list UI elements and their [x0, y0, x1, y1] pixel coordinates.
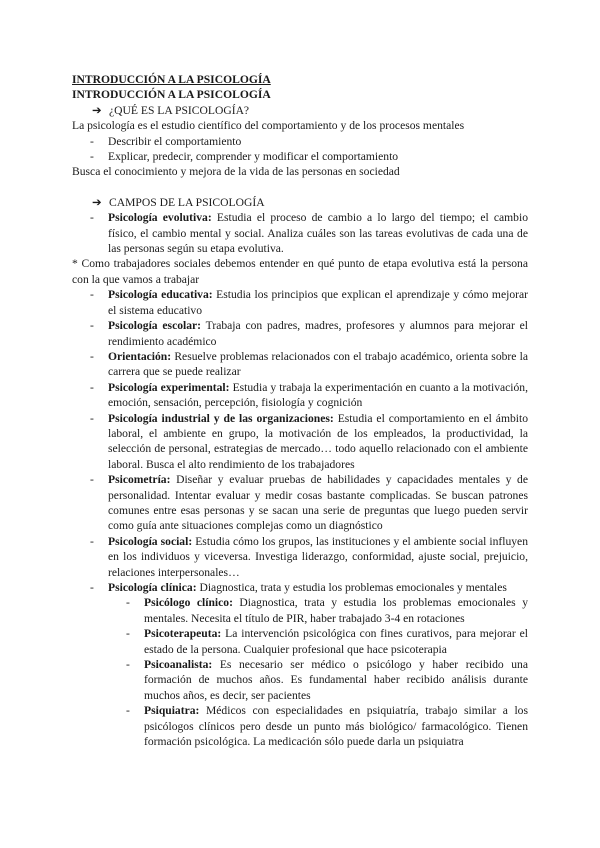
- field-term: Psicometría:: [108, 473, 171, 487]
- field-description: Estudia los principios que explican el aprendizaje y cómo mejorar el sistema educativo: [108, 288, 528, 317]
- list-item: [72, 349, 528, 380]
- field-term: Orientación:: [108, 349, 172, 363]
- clinical-sublist: [108, 595, 528, 749]
- field-description: Resuelve problemas relacionados con el trabajo académico, orienta sobre la carrera que se puede realizar: [108, 349, 528, 379]
- field-description: Estudia cómo los grupos, las instituciones y el ambiente social influyen en los individuos y viceversa. Investiga liderazgo, conformidad, ajuste social, prejuicio, relaciones interpersonales…: [108, 534, 528, 579]
- document-title: INTRODUCCIÓN A LA PSICOLOGÍA: [72, 88, 271, 102]
- field-term: Psicología escolar:: [108, 319, 202, 333]
- section-heading-que-es: [92, 103, 528, 118]
- list-item: [72, 318, 528, 349]
- sub-list-item: [108, 657, 528, 703]
- field-description: Diagnostica, trata y estudia los problemas emocionales y mentales. Necesita el título de PIR, haber trabajado 3-4 en rotaciones: [144, 596, 528, 625]
- document-title-underlined: INTRODUCCIÓN A LA PSICOLOGÍA: [72, 73, 271, 86]
- sub-list-item: [108, 595, 528, 626]
- section-heading-campos: [92, 195, 528, 210]
- field-term: Psicología industrial y de las organizaciones:: [108, 411, 334, 425]
- goal-paragraph: Busca el conocimiento y mejora de la vida de las personas en sociedad: [72, 165, 400, 179]
- arrow-right-icon: ➔: [92, 103, 102, 117]
- list-item: [72, 411, 528, 473]
- field-description: Diagnostica, trata y estudia los problemas emocionales y mentales: [196, 581, 507, 594]
- field-description: Estudia el comportamiento en el ámbito laboral, el ambiente en grupo, la motivación de los empleados, la productividad, la selección de personal, estrategias de mercado… todo aquello relacionado con el ambiente laboral. Busca el alto rendimiento de los trabajadores: [108, 411, 529, 471]
- fields-list: [72, 287, 528, 749]
- section-heading-text: ¿QUÉ ES LA PSICOLOGÍA?: [109, 103, 250, 117]
- sub-list-item: [108, 626, 528, 657]
- field-description: Diseñar y evaluar pruebas de habilidades y capacidades mentales y de personalidad. Intentar evaluar y medir cosas bastante complicadas. Se buscan patrones comunes entre esas personas y se sacan una serie de preguntas que luego pueden servir como guía ante situaciones complejas como un diagnóstico: [108, 473, 528, 533]
- fields-list-first: [72, 210, 528, 256]
- list-item: - Explicar, predecir, comprender y modificar el comportamiento: [72, 149, 528, 164]
- sub-list-item: [108, 703, 528, 749]
- field-term: Psicología experimental:: [108, 380, 230, 394]
- list-item: [72, 580, 528, 749]
- field-description: Estudia el proceso de cambio a lo largo del tiempo; el cambio físico, el cambio mental y social. Analiza cuáles son las tareas evolutivas de cada una de las personas según su etapa evolutiva.: [108, 211, 528, 256]
- field-term: Psiquiatra:: [144, 704, 200, 718]
- field-term: Psicología educativa:: [108, 288, 213, 302]
- field-description: Trabaja con padres, madres, profesores y alumnos para mejorar el rendimiento académico: [108, 319, 529, 348]
- field-term: Psicología clínica:: [108, 581, 197, 594]
- list-item: [72, 534, 528, 580]
- section-heading-text: CAMPOS DE LA PSICOLOGÍA: [109, 195, 265, 209]
- field-description: Médicos con especialidades en psiquiatría, trabajo similar a los psicólogos clínicos pero desde un punto más biológico/ farmacológico. Tienen formación psicológica. La medicación sólo puede darla un psiquiatra: [144, 704, 528, 749]
- list-item: - Describir el comportamiento: [72, 134, 528, 149]
- field-term: Psicología social:: [108, 534, 193, 548]
- social-work-note: * Como trabajadores sociales debemos entender en qué punto de etapa evolutiva está la persona con la que vamos a trabajar: [72, 257, 528, 286]
- field-description: Es necesario ser médico o psicólogo y haber recibido una formación de muchos años. Es fundamental haber recibido análisis durante muchos años, es decir, ser pacientes: [144, 658, 528, 702]
- field-term: Psicología evolutiva:: [108, 211, 212, 225]
- list-item: [72, 287, 528, 318]
- definition-paragraph: La psicología es el estudio científico del comportamiento y de los procesos mentales: [72, 119, 465, 133]
- field-term: Psicoanalista:: [144, 658, 213, 672]
- field-description: Estudia y trabaja la experimentación en cuanto a la motivación, emoción, sensación, percepción, fisiología y cognición: [108, 380, 529, 410]
- field-description: La intervención psicológica con fines curativos, para mejorar el estado de la persona. Cualquier profesional que hace psicoterapia: [144, 627, 528, 656]
- list-item: [72, 380, 528, 411]
- arrow-right-icon: ➔: [92, 195, 102, 209]
- list-item: [72, 472, 528, 534]
- field-term: Psicoterapeuta:: [144, 627, 222, 641]
- field-term: Psicólogo clínico:: [144, 596, 233, 610]
- definition-list: [72, 134, 528, 165]
- list-item: [72, 210, 528, 256]
